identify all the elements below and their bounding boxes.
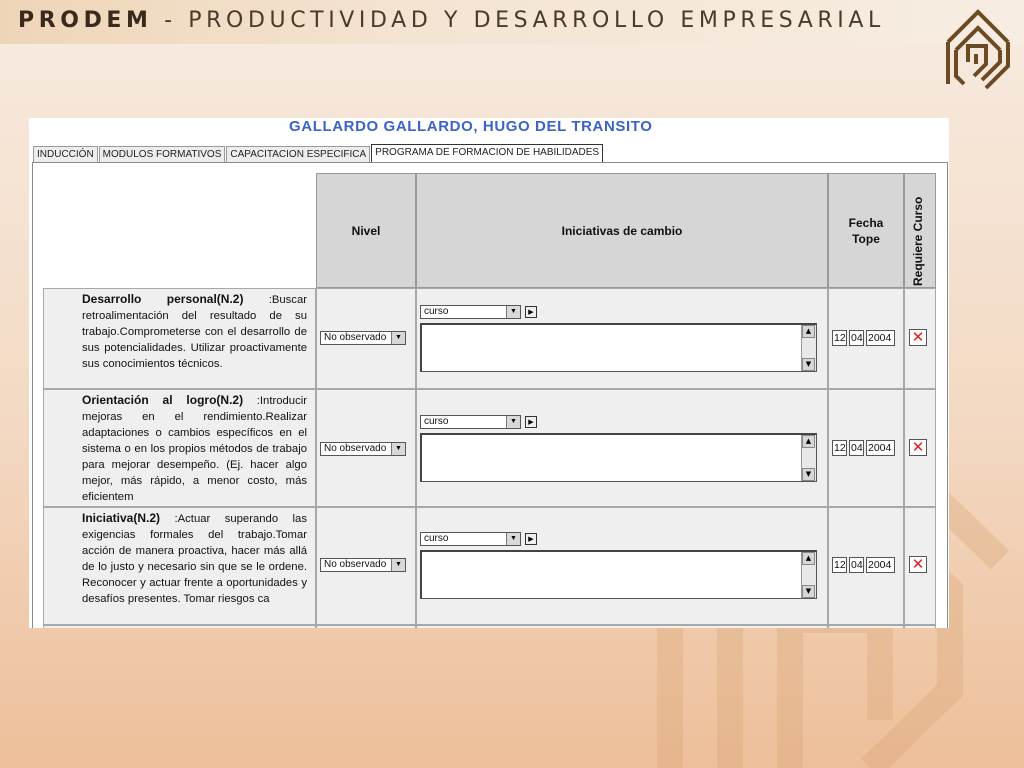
year-field[interactable]: 2004 <box>866 557 895 573</box>
scroll-down-icon[interactable]: ▼ <box>802 585 815 598</box>
table-row <box>43 625 940 628</box>
chevron-down-icon[interactable]: ▼ <box>391 443 405 455</box>
row-description <box>82 392 307 505</box>
iniciativas-textarea[interactable] <box>420 433 817 482</box>
table-row <box>43 389 940 507</box>
row-fecha-cell <box>828 288 904 389</box>
row-nivel-cell <box>316 389 416 507</box>
month-field[interactable]: 04 <box>851 332 863 344</box>
iniciativas-textarea[interactable] <box>420 550 817 599</box>
row-fecha-cell <box>828 625 904 628</box>
col-header-fecha-label: Fecha <box>848 216 884 230</box>
curso-select-value: curso <box>424 306 449 317</box>
nivel-select-value: No observado <box>324 559 387 570</box>
row-description <box>82 510 307 607</box>
nivel-select[interactable] <box>320 442 406 456</box>
row-iniciativas-cell <box>416 625 828 628</box>
col-header-iniciativas <box>416 173 828 288</box>
competency-title: Iniciativa(N.2) <box>82 511 161 525</box>
month-field[interactable]: 04 <box>851 442 863 454</box>
tab-panel <box>32 162 948 628</box>
row-iniciativas-cell <box>416 389 828 507</box>
col-header-nivel <box>316 173 416 288</box>
row-description-cell <box>43 389 316 507</box>
textarea-scrollbar[interactable] <box>801 552 816 598</box>
row-requiere-cell <box>904 625 936 628</box>
brand-subtitle: - PRODUCTIVIDAD Y DESARROLLO EMPRESARIAL <box>152 8 885 33</box>
nivel-select-value: No observado <box>324 332 387 343</box>
curso-select-value: curso <box>424 416 449 427</box>
row-fecha-cell <box>828 507 904 625</box>
tab-bar <box>33 144 604 163</box>
competency-title: Orientación al logro(N.2) <box>82 393 244 407</box>
textarea-scrollbar[interactable] <box>801 435 816 481</box>
table-row <box>43 288 940 389</box>
row-description-cell <box>43 507 316 625</box>
chevron-down-icon[interactable]: ▼ <box>391 559 405 571</box>
play-arrow-icon[interactable]: ▶ <box>525 533 537 545</box>
chevron-down-icon[interactable]: ▼ <box>506 533 520 545</box>
chevron-down-icon[interactable]: ▼ <box>506 306 520 318</box>
col-header-iniciativas-label: Iniciativas de cambio <box>561 224 683 238</box>
nivel-select-value: No observado <box>324 443 387 454</box>
scroll-down-icon[interactable]: ▼ <box>802 358 815 371</box>
scroll-up-icon[interactable]: ▲ <box>802 435 815 448</box>
header-bar <box>0 0 1024 44</box>
scroll-down-icon[interactable]: ▼ <box>802 468 815 481</box>
row-fecha-cell <box>828 389 904 507</box>
row-description-cell <box>43 625 316 628</box>
curso-select[interactable] <box>420 532 521 546</box>
row-nivel-cell <box>316 625 416 628</box>
competency-text: :Buscar retroalimentación del resultado de su trabajo.Comprometerse con el desarrollo de sus potencialidades. Utilizar proactivamente sus conocimientos técnicos. <box>82 294 307 370</box>
tab-capacitacion-especifica[interactable]: CAPACITACION ESPECIFICA <box>226 146 370 164</box>
tab-programa-formacion-habilidades[interactable]: PROGRAMA DE FORMACION DE HABILIDADES <box>371 144 603 163</box>
fecha-tope-fields <box>832 557 895 573</box>
requiere-curso-checkbox-cross-icon[interactable]: ✕ <box>909 556 927 573</box>
play-arrow-icon[interactable]: ▶ <box>525 416 537 428</box>
row-nivel-cell <box>316 288 416 389</box>
brand-name: PRODEM <box>18 8 153 33</box>
nivel-select[interactable] <box>320 558 406 572</box>
row-nivel-cell <box>316 507 416 625</box>
play-arrow-icon[interactable]: ▶ <box>525 306 537 318</box>
nivel-select[interactable] <box>320 331 406 345</box>
col-header-fecha-tope <box>828 173 904 288</box>
col-header-requiere-label: Requiere Curso <box>911 196 925 286</box>
row-iniciativas-cell <box>416 507 828 625</box>
tab-induccion[interactable]: INDUCCIÓN <box>33 146 98 164</box>
chevron-down-icon[interactable]: ▼ <box>506 416 520 428</box>
app-window <box>29 118 949 628</box>
col-header-requiere-curso <box>904 173 936 288</box>
row-iniciativas-cell <box>416 288 828 389</box>
tab-modulos-formativos[interactable]: MODULOS FORMATIVOS <box>99 146 226 164</box>
fecha-tope-fields <box>832 330 895 346</box>
curso-select-value: curso <box>424 533 449 544</box>
row-description-cell <box>43 288 316 389</box>
textarea-scrollbar[interactable] <box>801 325 816 371</box>
day-field[interactable]: 12 <box>834 559 846 571</box>
competency-text: :Actuar superando las exigencias formales del trabajo.Tomar acción de manera proactiva, hacer más allá de lo justo y necesario sin que se le ordene. Reconocer y actuar frente a oportunidades y desafíos presentes. Tomar riesgos ca <box>82 513 307 605</box>
col-header-nivel-label: Nivel <box>351 224 381 238</box>
employee-name: GALLARDO GALLARDO, HUGO DEL TRANSITO <box>289 118 653 135</box>
curso-select[interactable] <box>420 305 521 319</box>
day-field[interactable]: 12 <box>834 442 846 454</box>
row-requiere-cell <box>904 389 936 507</box>
iniciativas-textarea[interactable] <box>420 323 817 372</box>
competency-title: Desarrollo personal(N.2) <box>82 292 244 306</box>
scroll-up-icon[interactable]: ▲ <box>802 325 815 338</box>
year-field[interactable]: 2004 <box>866 440 895 456</box>
row-requiere-cell <box>904 288 936 389</box>
curso-select[interactable] <box>420 415 521 429</box>
row-requiere-cell <box>904 507 936 625</box>
col-header-tope-label: Tope <box>852 232 880 246</box>
table-row <box>43 507 940 625</box>
requiere-curso-checkbox-cross-icon[interactable]: ✕ <box>909 439 927 456</box>
requiere-curso-checkbox-cross-icon[interactable]: ✕ <box>909 329 927 346</box>
day-field[interactable]: 12 <box>834 332 846 344</box>
competency-text: :Introducir mejoras en el rendimiento.Realizar adaptaciones o cambios específicos en el sistema o en los propios métodos de trabajo para mejorar desempeño. (Ej. hacer algo mejor, más rápido, a menor costo, más eficientem <box>82 395 307 503</box>
scroll-up-icon[interactable]: ▲ <box>802 552 815 565</box>
app-title <box>18 8 885 33</box>
fecha-tope-fields <box>832 440 895 456</box>
prodem-logo-icon <box>942 6 1014 90</box>
chevron-down-icon[interactable]: ▼ <box>391 332 405 344</box>
month-field[interactable]: 04 <box>851 559 863 571</box>
year-field[interactable]: 2004 <box>866 330 895 346</box>
row-description <box>82 291 307 372</box>
